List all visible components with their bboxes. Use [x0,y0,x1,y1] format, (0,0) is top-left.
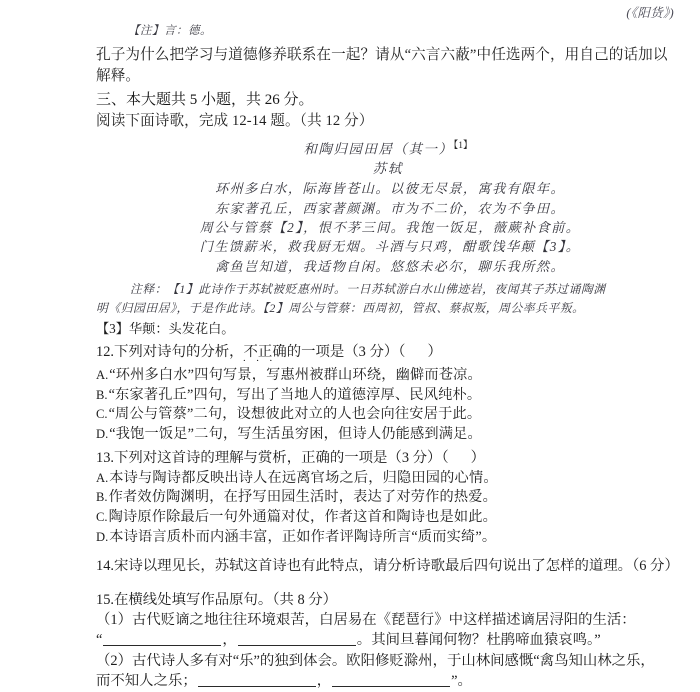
question-15-item-1-line-2 [96,630,684,650]
annotations-label: 注释： [130,282,168,297]
item-tail: ”。 [451,673,472,690]
question-15-item-2-line-1 [96,651,684,671]
section-heading: 三、本大题共 5 小题，共 26 分。 [96,92,314,109]
question-14 [96,556,684,576]
option-text: “周公与管蔡”二句，设想彼此对立的人也会向往安居于此。 [108,406,482,423]
question-15-stem-text: 在横线处填写作品原句。（共 8 分） [114,591,338,608]
question-14-number: 14. [96,558,114,575]
option-text: “东家著孔丘”四句，写出了当地人的道德淳厚、民风纯朴。 [108,386,482,403]
item-text: 古代诗人多有对“乐”的独到体会。欧阳修贬滁州，于山林间感慨“禽鸟知山林之乐， [131,652,655,669]
poem-block [96,136,684,277]
item-marker: （2） [96,652,132,669]
prompt-line-2: 解释。 [96,67,141,84]
answer-blank[interactable] [198,673,316,687]
quote-open: “ [96,632,103,649]
question-12-option-c[interactable] [96,405,684,425]
question-14-text: 宋诗以理见长，苏轼这首诗也有此特点，请分析诗歌最后四句说出了怎样的道理。（6 分） [114,558,679,575]
question-13-stem [96,448,684,468]
question-12-option-d[interactable] [96,425,684,445]
question-13-option-d[interactable] [96,528,684,548]
question-15-number: 15. [96,591,114,608]
question-15-item-1-line-1 [96,610,684,630]
option-text: “我饱一饭足”二句，写生活虽穷困，但诗人仍能感到满足。 [109,425,482,442]
question-12-stem [96,342,684,362]
source-reference: (《阳货》) [626,6,674,20]
answer-blank[interactable] [238,632,356,646]
question-12-stem-close: ） [427,343,442,360]
question-13-option-a[interactable] [96,469,684,489]
option-label: D. [96,426,109,441]
option-label: D. [96,529,109,544]
option-label: C. [96,407,108,422]
blank-separator: ， [316,673,332,690]
item-text: 古代贬谪之地往往环境艰苦，白居易在《琵琶行》中这样描述谪居浔阳的生活： [131,612,636,629]
question-15-item-2-line-2 [96,671,684,691]
question-13-stem-text: 下列对这首诗的理解与赏析，正确的一项是（3 分）（ [114,450,449,467]
poem-line: 环州多白水，际海皆苍山。以彼无尽景，寓我有限年。 [214,181,566,197]
option-text: 本诗与陶诗都反映出诗人在远离官场之后，归隐田园的心情。 [109,469,498,486]
option-label: A. [96,368,109,383]
option-text: 陶诗原作除最后一句外通篇对仗，作者这首和陶诗也是如此。 [108,509,498,526]
question-12-stem-after: 的一项是（3 分）（ [286,343,406,360]
poem-author: 苏轼 [372,161,404,177]
poem-line: 禽鱼岂知道，我适物自闲。悠悠未必尔，聊乐我所然。 [214,258,566,274]
question-15-stem [96,590,684,610]
option-label: B. [96,387,108,402]
option-text: “环州多白水”四句写景，写惠州被群山环绕，幽僻而苍凉。 [109,367,482,384]
option-text: 本诗语言质朴而内涵丰富，正如作者评陶诗所言“质而实绮”。 [109,528,497,545]
blank-separator: ， [222,632,237,649]
question-13-option-b[interactable] [96,488,684,508]
poem-line: 东家著孔丘，西家著颜渊。市为不二价，农为不争田。 [214,200,566,216]
question-12-option-b[interactable] [96,386,684,406]
annotations-block [96,280,684,318]
item-head: 而不知人之乐； [96,673,197,690]
question-13-number: 13. [96,450,114,467]
annotations-text-1: 【1】此诗作于苏轼被贬惠州时。一日苏轼游白水山佛迹岩，夜闻其子苏过诵陶渊 [167,282,606,297]
poem-line: 周公与管蔡【2】，恨不茅三间。我饱一饭足，薇蕨补食前。 [199,220,581,236]
passage-note: 【注】言：德。 [128,25,212,37]
option-label: C. [96,510,108,525]
question-13-stem-close: ） [470,450,485,467]
annotations-line-2: 明《归园田居》，于是作此诗。【2】周公与管蔡：西周初，管叔、蔡叔叛，周公率兵平叛。 [96,301,585,316]
item-marker: （1） [96,612,132,629]
section-instruction: 阅读下面诗歌，完成 12-14 题。（共 12 分） [96,113,374,130]
question-12-option-a[interactable] [96,366,684,386]
page-body [96,22,684,692]
option-label: A. [96,470,109,485]
item-tail: 。其间旦暮闻何物？杜鹃啼血猿哀鸣。” [356,632,601,649]
poem-line: 门生馈薪米，救我厨无烟。斗酒与只鸡，酣歌饯华颠【3】。 [199,239,581,255]
annotations-line-1 [96,280,684,299]
prompt-line-1: 孔子为什么把学习与道德修养联系在一起？请从“六言六蔽”中任选两个，用自己的话加以 [96,47,668,63]
option-label: B. [96,490,108,505]
question-12-emphasis: 不正确 · · · [244,344,287,360]
question-12-stem-before: 下列对诗句的分析， [114,343,244,360]
annotations-line-3: 【3】华颠：头发花白。 [96,320,235,336]
poem-title-text: 和陶归园田居（其一） [303,141,454,157]
question-12-number: 12. [96,343,114,360]
option-text: 作者效仿陶渊明，在抒写田园生活时，表达了对劳作的热爱。 [108,489,498,506]
question-13-option-c[interactable] [96,508,684,528]
poem-title [96,136,684,159]
poem-title-footnote: 【1】 [453,140,473,151]
answer-blank[interactable] [332,673,450,687]
answer-blank[interactable] [103,632,221,646]
